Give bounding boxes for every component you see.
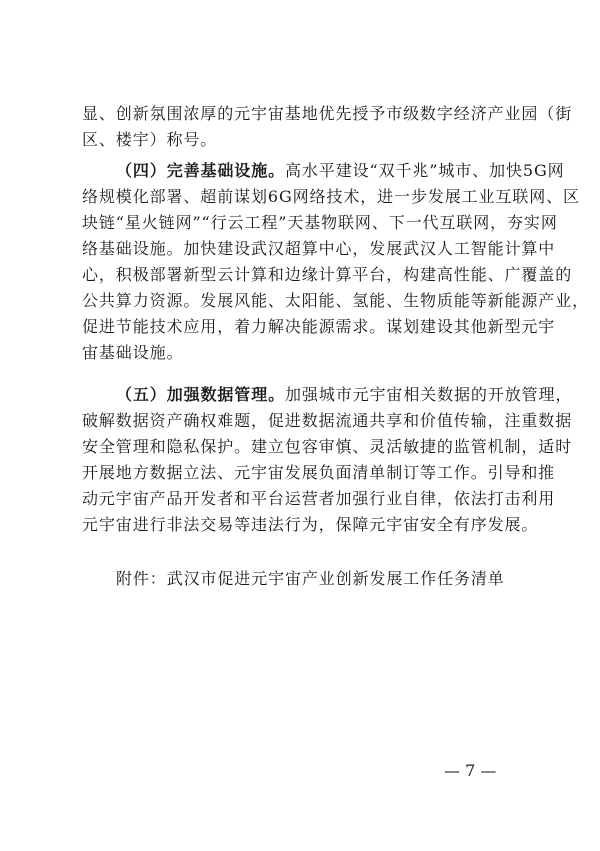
paragraph-line: 促进节能技术应用，着力解决能源需求。谋划建设其他新型元宇 [82, 317, 556, 336]
paragraph-line: 元宇宙进行非法交易等违法行为，保障元宇宙安全有序发展。 [82, 515, 539, 534]
attachment-note: 附件：武汉市促进元宇宙产业创新发展工作任务清单 [116, 569, 505, 588]
paragraph-line: 区、楼宇）称号。 [82, 130, 218, 149]
section-heading-five: （五）加强数据管理。 [116, 385, 286, 404]
paragraph-line: 络基础设施。加快建设武汉超算中心，发展武汉人工智能计算中 [82, 239, 556, 258]
section-heading-four: （四）完善基础设施。 [116, 161, 286, 180]
paragraph-line: 公共算力资源。发展风能、太阳能、氢能、生物质能等新能源产业， [82, 291, 590, 310]
section-four-line [116, 160, 565, 182]
paragraph-line: 显、创新氛围浓厚的元宇宙基地优先授予市级数字经济产业园（街 [82, 104, 573, 123]
paragraph-line: 宙基础设施。 [82, 343, 184, 362]
paragraph-text: 高水平建设“双千兆”城市、加快5G网 [285, 161, 565, 180]
paragraph-line: 破解数据资产确权难题，促进数据流通共享和价值传输，注重数据 [82, 411, 573, 430]
paragraph-line: 心，积极部署新型云计算和边缘计算平台，构建高性能、广覆盖的 [82, 265, 573, 284]
paragraph-line: 开展地方数据立法、元宇宙发展负面清单制订等工作。引导和推 [82, 463, 556, 482]
paragraph-text: 加强城市元宇宙相关数据的开放管理， [285, 385, 573, 404]
paragraph-line: 络规模化部署、超前谋划6G网络技术，进一步发展工业互联网、区 [82, 187, 580, 206]
page-number: — 7 — [444, 761, 497, 780]
section-five-line [116, 384, 573, 406]
paragraph-line: 安全管理和隐私保护。建立包容审慎、灵活敏捷的监管机制，适时 [82, 437, 573, 456]
paragraph-line: 块链“星火链网”“行云工程”天基物联网、下一代互联网，夯实网 [82, 213, 558, 232]
paragraph-line: 动元宇宙产品开发者和平台运营者加强行业自律，依法打击利用 [82, 489, 556, 508]
